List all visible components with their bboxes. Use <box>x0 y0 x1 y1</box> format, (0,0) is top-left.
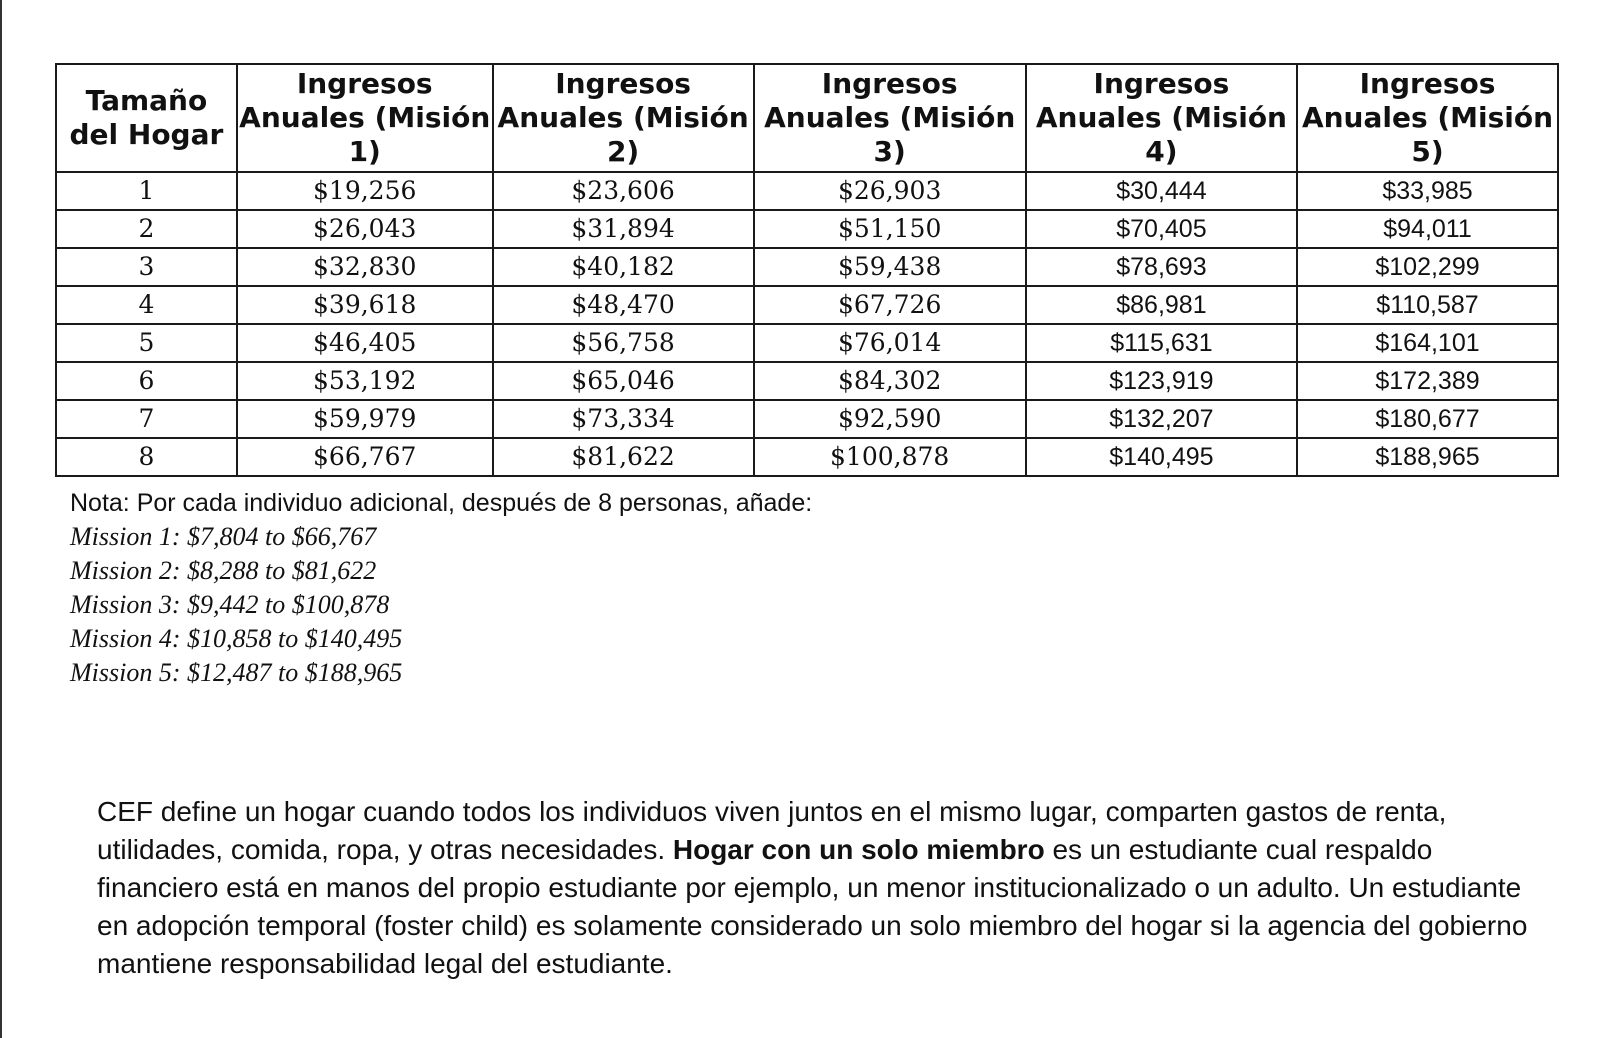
cell-household-size: 1 <box>56 172 237 210</box>
note-mission-4: Mission 4: $10,858 to $140,495 <box>70 624 403 653</box>
cell-household-size: 6 <box>56 362 237 400</box>
cell-household-size: 2 <box>56 210 237 248</box>
income-table <box>55 63 1559 477</box>
cell-mission-4-income: $70,405 <box>1026 210 1297 248</box>
cell-mission-2-income: $65,046 <box>493 362 754 400</box>
cell-mission-2-income: $31,894 <box>493 210 754 248</box>
table-header-row <box>56 64 1558 172</box>
cell-mission-3-income: $84,302 <box>754 362 1026 400</box>
cell-household-size: 3 <box>56 248 237 286</box>
cell-mission-3-income: $51,150 <box>754 210 1026 248</box>
cell-mission-2-income: $56,758 <box>493 324 754 362</box>
cell-mission-5-income: $164,101 <box>1297 324 1558 362</box>
cell-mission-1-income: $26,043 <box>237 210 493 248</box>
note-lead: Nota: Por cada individuo adicional, después de 8 personas, añade: <box>70 489 813 517</box>
cell-mission-4-income: $140,495 <box>1026 438 1297 476</box>
definition-part-1: CEF define un hogar cuando todos los individuos viven juntos en el mismo lugar, comparten gastos de renta, utilidades, comida, ropa, y otras necesidades. <box>97 796 1447 865</box>
header-mission-5: Ingresos Anuales (Misión 5) <box>1297 64 1558 172</box>
cell-household-size: 7 <box>56 400 237 438</box>
header-mission-3: Ingresos Anuales (Misión 3) <box>754 64 1026 172</box>
table-row <box>56 324 1558 362</box>
cell-mission-3-income: $59,438 <box>754 248 1026 286</box>
cell-mission-5-income: $94,011 <box>1297 210 1558 248</box>
cell-mission-4-income: $30,444 <box>1026 172 1297 210</box>
cell-mission-1-income: $32,830 <box>237 248 493 286</box>
cell-mission-3-income: $100,878 <box>754 438 1026 476</box>
cell-mission-5-income: $180,677 <box>1297 400 1558 438</box>
page-left-border <box>0 0 2 1038</box>
cell-mission-3-income: $26,903 <box>754 172 1026 210</box>
definition-part-2: es un estudiante cual respaldo financiero está en manos del propio estudiante por ejemplo, un menor institucionalizado o un adulto. Un estudiante en adopción temporal (foster child) es solamente considerado un solo miembro del hogar si la agencia del gobierno mantiene responsabilidad legal del estudiante. <box>97 834 1528 979</box>
cell-mission-5-income: $188,965 <box>1297 438 1558 476</box>
notes-block <box>70 486 812 690</box>
note-mission-3: Mission 3: $9,442 to $100,878 <box>70 590 390 619</box>
cell-household-size: 4 <box>56 286 237 324</box>
header-mission-2: Ingresos Anuales (Misión 2) <box>493 64 754 172</box>
cell-mission-3-income: $76,014 <box>754 324 1026 362</box>
cell-mission-2-income: $40,182 <box>493 248 754 286</box>
cell-mission-2-income: $73,334 <box>493 400 754 438</box>
cell-mission-1-income: $46,405 <box>237 324 493 362</box>
header-mission-4: Ingresos Anuales (Misión 4) <box>1026 64 1297 172</box>
table-row <box>56 248 1558 286</box>
table-row <box>56 210 1558 248</box>
cell-mission-1-income: $19,256 <box>237 172 493 210</box>
cell-mission-1-income: $59,979 <box>237 400 493 438</box>
table-row <box>56 400 1558 438</box>
cell-mission-5-income: $102,299 <box>1297 248 1558 286</box>
cell-mission-3-income: $67,726 <box>754 286 1026 324</box>
cell-household-size: 5 <box>56 324 237 362</box>
table-row <box>56 438 1558 476</box>
cell-mission-1-income: $66,767 <box>237 438 493 476</box>
header-mission-1: Ingresos Anuales (Misión 1) <box>237 64 493 172</box>
cell-mission-2-income: $81,622 <box>493 438 754 476</box>
cell-mission-1-income: $53,192 <box>237 362 493 400</box>
cell-mission-5-income: $172,389 <box>1297 362 1558 400</box>
cell-mission-4-income: $78,693 <box>1026 248 1297 286</box>
note-mission-1: Mission 1: $7,804 to $66,767 <box>70 522 377 551</box>
cell-mission-1-income: $39,618 <box>237 286 493 324</box>
cell-household-size: 8 <box>56 438 237 476</box>
cell-mission-3-income: $92,590 <box>754 400 1026 438</box>
cell-mission-5-income: $33,985 <box>1297 172 1558 210</box>
cell-mission-2-income: $23,606 <box>493 172 754 210</box>
cell-mission-2-income: $48,470 <box>493 286 754 324</box>
cell-mission-4-income: $132,207 <box>1026 400 1297 438</box>
table-row <box>56 362 1558 400</box>
cell-mission-4-income: $123,919 <box>1026 362 1297 400</box>
table-row <box>56 286 1558 324</box>
table-row <box>56 172 1558 210</box>
cell-mission-5-income: $110,587 <box>1297 286 1558 324</box>
cell-mission-4-income: $115,631 <box>1026 324 1297 362</box>
cell-mission-4-income: $86,981 <box>1026 286 1297 324</box>
note-mission-5: Mission 5: $12,487 to $188,965 <box>70 658 403 687</box>
definition-bold-term: Hogar con un solo miembro <box>672 834 1045 865</box>
note-mission-2: Mission 2: $8,288 to $81,622 <box>70 556 377 585</box>
header-household-size: Tamaño del Hogar <box>56 64 237 172</box>
household-definition <box>97 793 1537 983</box>
